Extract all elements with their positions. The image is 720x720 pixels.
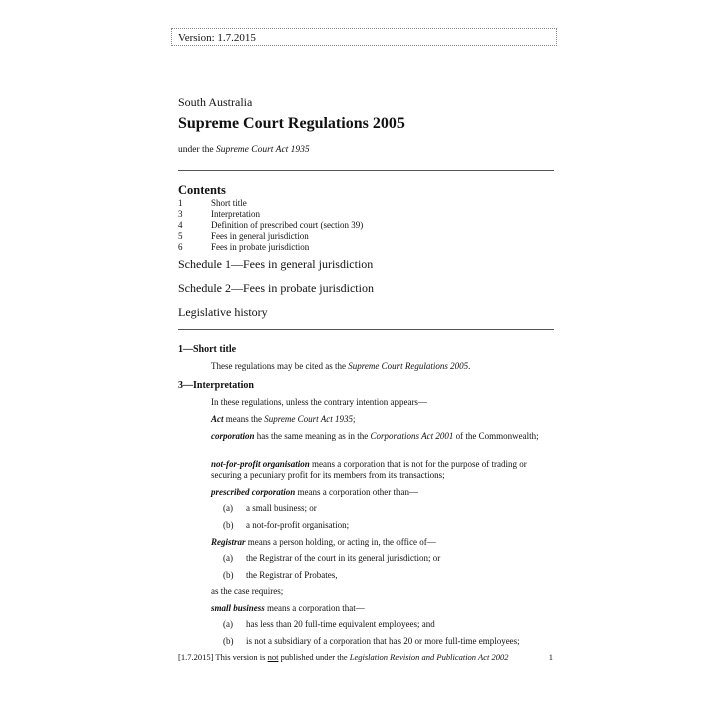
version-label: Version: 1.7.2015 [171, 28, 557, 46]
under-act-line [178, 145, 310, 155]
list-item: has less than 20 full-time equivalent employees; and [246, 619, 435, 629]
contents-heading: Contents [178, 183, 226, 197]
under-act: Supreme Court Act 1935 [216, 145, 310, 155]
list-item: a not-for-profit organisation; [246, 520, 350, 530]
toc-item[interactable]: 1 Short title [178, 198, 247, 208]
footer-text: [1.7.2015] This version is not published under the Legislation Revision and Publication Act 2002 [178, 652, 509, 662]
definition-small-business: small business means a corporation that— [211, 603, 365, 613]
list-label: (b) [223, 636, 234, 646]
definition-act: Act means the Supreme Court Act 1935; [211, 414, 356, 424]
toc-schedule-1[interactable]: Schedule 1—Fees in general jurisdiction [178, 257, 374, 271]
list-label: (b) [223, 520, 234, 530]
list-label: (b) [223, 570, 234, 580]
list-item: the Registrar of the court in its general jurisdiction; or [246, 553, 441, 563]
jurisdiction: South Australia [178, 95, 253, 109]
list-item: a small business; or [246, 503, 317, 513]
short-title-text: These regulations may be cited as the Supreme Court Regulations 2005. [211, 361, 471, 371]
divider [178, 170, 554, 171]
toc-list [178, 198, 478, 253]
toc-item[interactable]: 5 Fees in general jurisdiction [178, 231, 309, 241]
list-item: is not a subsidiary of a corporation that has 20 or more full-time employees; [246, 636, 520, 646]
section-heading-interpretation: 3—Interpretation [178, 380, 254, 391]
list-item: the Registrar of Probates, [246, 570, 338, 580]
registrar-tail: as the case requires; [211, 586, 284, 596]
list-label: (a) [223, 553, 233, 563]
under-prefix: under the [178, 145, 216, 155]
section-heading-short-title: 1—Short title [178, 344, 237, 355]
toc-item[interactable]: 3 Interpretation [178, 209, 260, 219]
definition-not-for-profit: not-for-profit organisation means a corporation that is not for the purpose of trading or securing a pecuniary profit for its members from its transactions; [211, 459, 527, 480]
page-title: Supreme Court Regulations 2005 [178, 115, 405, 132]
definition-corporation: corporation has the same meaning as in the Corporations Act 2001 of the Commonwealth; [211, 431, 539, 441]
list-label: (a) [223, 619, 233, 629]
toc-item[interactable]: 4 Definition of prescribed court (section 39) [178, 220, 364, 230]
toc-legislative-history[interactable]: Legislative history [178, 305, 268, 319]
toc-schedule-2[interactable]: Schedule 2—Fees in probate jurisdiction [178, 281, 374, 295]
list-label: (a) [223, 503, 233, 513]
page-footer [178, 652, 553, 662]
divider [178, 329, 554, 330]
toc-item[interactable]: 6 Fees in probate jurisdiction [178, 242, 310, 252]
page-number: 1 [548, 652, 553, 662]
definition-registrar: Registrar means a person holding, or acting in, the office of— [211, 537, 436, 547]
definition-prescribed-corporation: prescribed corporation means a corporation other than— [211, 487, 418, 497]
interpretation-intro: In these regulations, unless the contrary intention appears— [211, 397, 427, 407]
